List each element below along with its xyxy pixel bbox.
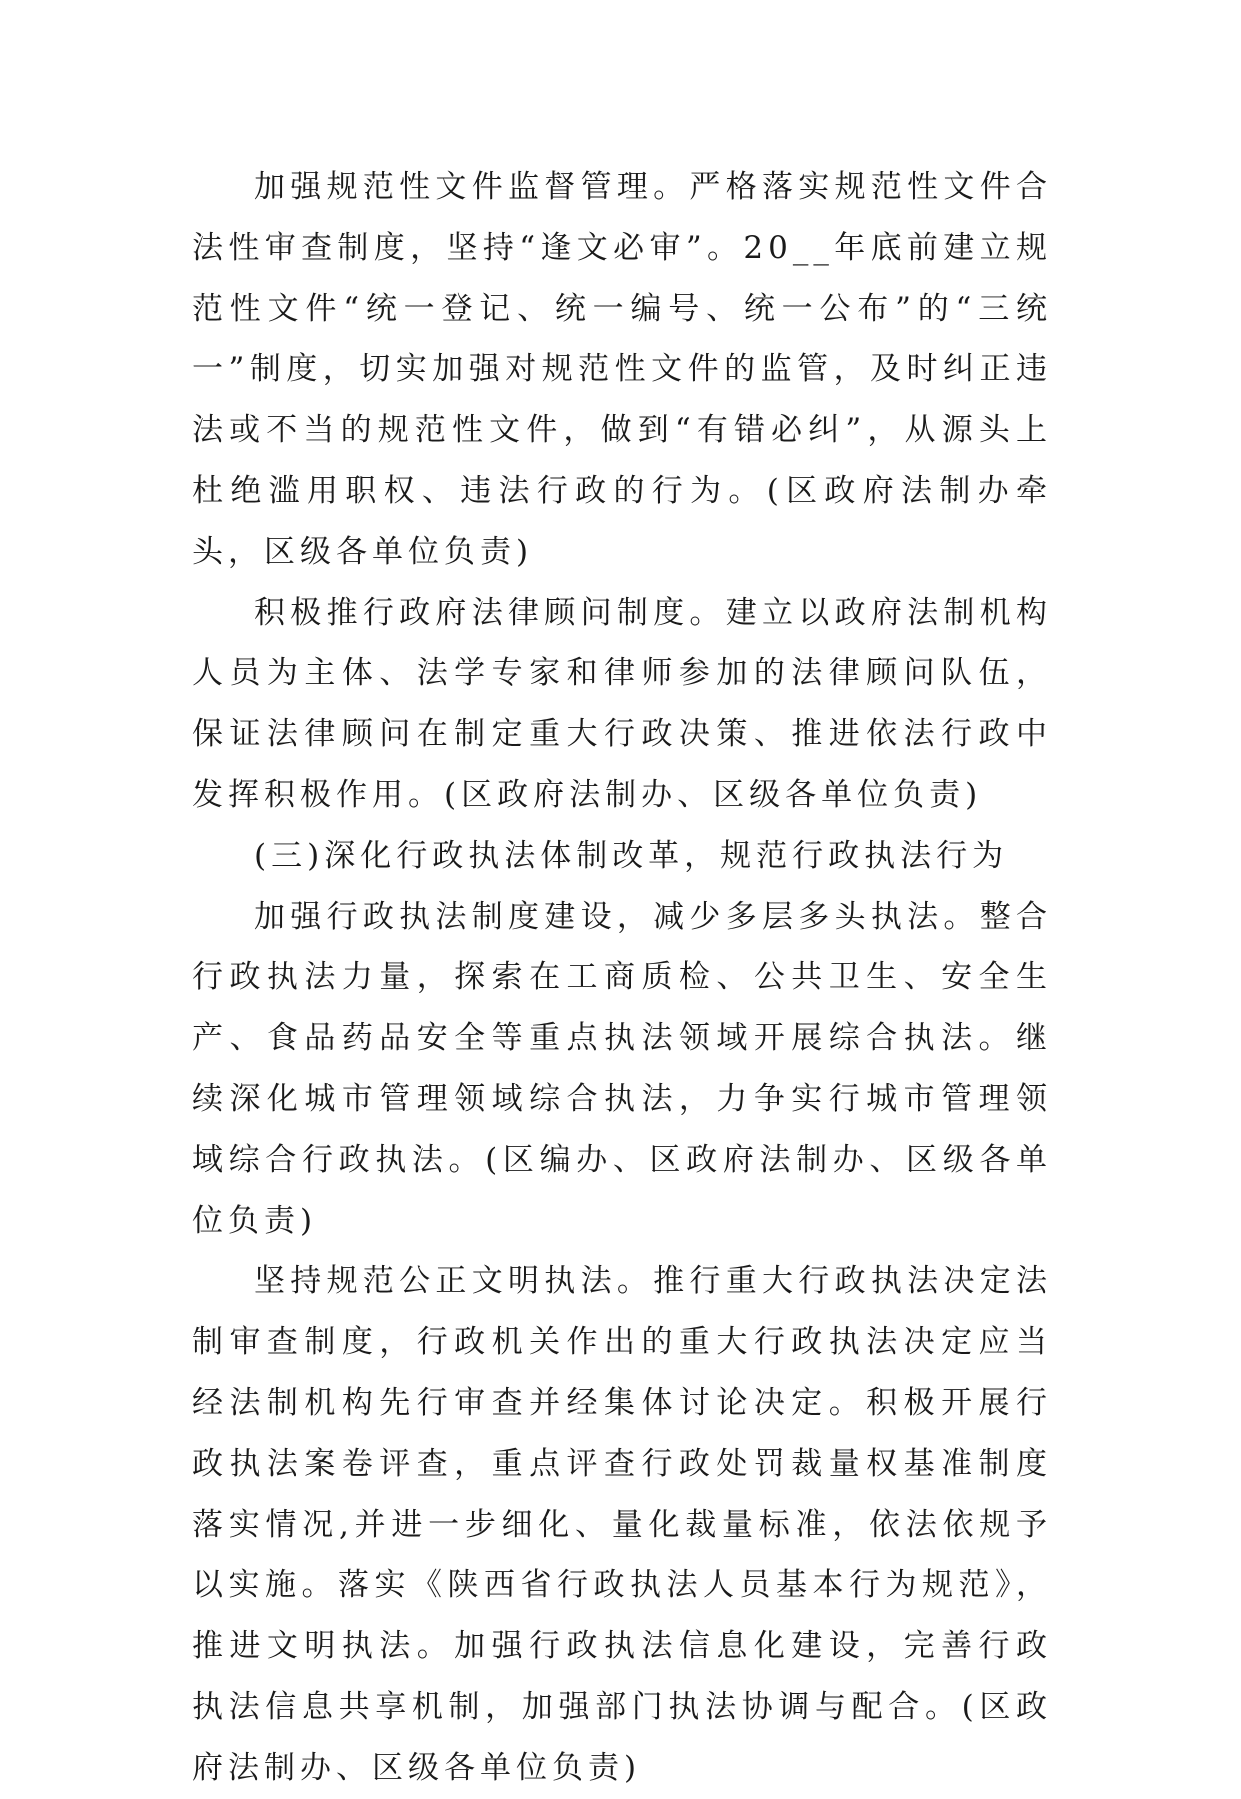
paragraph-enforcement-system: 加强行政执法制度建设，减少多层多头执法。整合行政执法力量，探索在工商质检、公共卫生、安全生产、食品药品安全等重点执法领域开展综合执法。继续深化城市管理领域综合执法，力争实行城市管理领域综合行政执法。(区编办、区政府法制办、区级各单位负责) (192, 898, 1052, 1239)
paragraph-normative-documents: 加强规范性文件监督管理。严格落实规范性文件合法性审查制度，坚持“逢文必审”。20__年底前建立规范性文件“统一登记、统一编号、统一公布”的“三统一”制度，切实加强对规范性文件的监管，及时纠正违法或不当的规范性文件，做到“有错必纠”，从源头上杜绝滥用职权、违法行政的行为。(区政府法制办牵头，区级各单位负责) (192, 169, 1052, 570)
paragraph-civilized-enforcement: 坚持规范公正文明执法。推行重大行政执法决定法制审查制度，行政机关作出的重大行政执法决定应当经法制机构先行审查并经集体讨论决定。积极开展行政执法案卷评查，重点评查行政处罚裁量权基准制度落实情况,并进一步细化、量化裁量标准，依法依规予以实施。落实《陕西省行政执法人员基本行为规范》，推进文明执法。加强行政执法信息化建设，完善行政执法信息共享机制，加强部门执法协调与配合。(区政府法制办、区级各单位负责) (192, 1263, 1052, 1786)
paragraph-legal-advisor: 积极推行政府法律顾问制度。建立以政府法制机构人员为主体、法学专家和律师参加的法律顾问队伍，保证法律顾问在制定重大行政决策、推进依法行政中发挥积极作用。(区政府法制办、区级各单位负责) (192, 594, 1052, 813)
document-body (192, 157, 1052, 1799)
section-heading: (三)深化行政执法体制改革，规范行政执法行为 (254, 837, 1009, 874)
